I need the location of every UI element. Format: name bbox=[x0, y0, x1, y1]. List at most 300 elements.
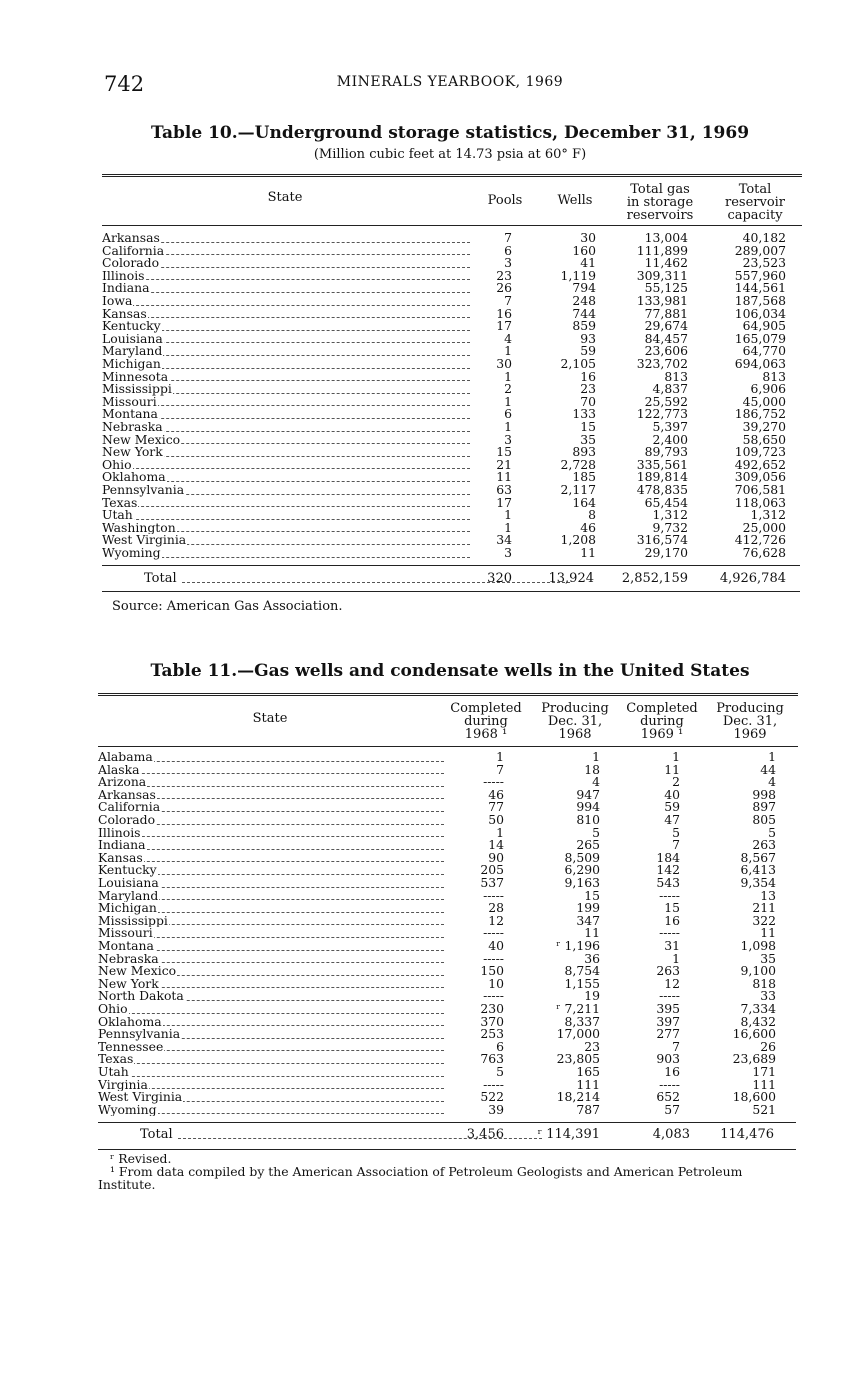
state-name-text: Indiana bbox=[98, 839, 146, 852]
cell-producing-1968: 347 bbox=[576, 912, 600, 928]
table-row bbox=[102, 446, 802, 459]
cell-gas-in-storage: 89,793 bbox=[644, 444, 688, 460]
state-name bbox=[102, 308, 148, 321]
cell-reservoir-capacity: 64,905 bbox=[742, 318, 786, 334]
state-name bbox=[98, 751, 154, 764]
cell-reservoir-capacity: 109,723 bbox=[734, 444, 786, 460]
cell-producing-1969: 11 bbox=[760, 925, 776, 941]
leader-dots bbox=[102, 848, 444, 850]
cell-pools: 4 bbox=[504, 330, 512, 346]
table-row bbox=[102, 519, 802, 535]
state-name-text: Wyoming bbox=[98, 1103, 157, 1117]
table-row bbox=[102, 330, 802, 346]
total-label: Total bbox=[140, 1127, 173, 1142]
cell-completed-1968: ----- bbox=[483, 988, 504, 1004]
cell-pools: 1 bbox=[504, 519, 512, 535]
header-line: Dec. 31, bbox=[722, 714, 778, 729]
cell-completed-1968: 150 bbox=[480, 963, 504, 979]
cell-producing-1968: 165 bbox=[576, 1064, 600, 1079]
table10-header-rule bbox=[102, 225, 802, 226]
cell-gas-in-storage: 335,561 bbox=[636, 456, 688, 472]
table-row bbox=[102, 383, 802, 396]
cell-reservoir-capacity: 40,182 bbox=[742, 230, 786, 245]
table-row bbox=[102, 471, 802, 484]
cell-producing-1969: 26 bbox=[760, 1038, 776, 1054]
leader-dots bbox=[106, 304, 470, 306]
leader-dots bbox=[106, 291, 470, 293]
table-row bbox=[98, 902, 798, 915]
header-line: reservoir bbox=[724, 195, 786, 210]
table-row bbox=[98, 887, 798, 903]
cell-producing-1968: 1 bbox=[592, 749, 600, 764]
cell-wells: 248 bbox=[572, 293, 596, 308]
cell-producing-1968: 8,754 bbox=[564, 963, 600, 979]
state-name bbox=[102, 471, 167, 484]
state-name bbox=[102, 446, 164, 459]
table10-header-state: State bbox=[267, 190, 303, 205]
cell-completed-1968: 10 bbox=[488, 975, 504, 991]
cell-completed-1969: 7 bbox=[672, 837, 680, 853]
cell-completed-1969: 16 bbox=[664, 1064, 680, 1079]
table-row bbox=[98, 801, 798, 814]
cell-producing-1969: 211 bbox=[752, 900, 776, 916]
state-name bbox=[102, 345, 163, 358]
cell-reservoir-capacity: 412,726 bbox=[734, 532, 786, 548]
cell-pools: 17 bbox=[496, 318, 512, 334]
state-name bbox=[98, 1028, 181, 1041]
table10-header-wells: Wells bbox=[557, 193, 593, 208]
cell-producing-1968: 19 bbox=[584, 988, 600, 1004]
state-name bbox=[102, 245, 165, 258]
table-row bbox=[98, 877, 798, 890]
state-name-text: Arizona bbox=[98, 776, 147, 789]
table10-header-total-gas bbox=[615, 183, 705, 222]
state-name bbox=[98, 1053, 134, 1066]
state-name-text: Colorado bbox=[98, 814, 156, 827]
header-line: during bbox=[464, 714, 508, 729]
cell-pools: 34 bbox=[496, 532, 512, 548]
state-name bbox=[98, 1079, 149, 1092]
state-name bbox=[102, 358, 162, 371]
cell-wells: 35 bbox=[580, 431, 596, 447]
state-name-text: Kentucky bbox=[102, 320, 161, 333]
cell-wells: 8 bbox=[588, 507, 596, 523]
cell-producing-1969: 9,100 bbox=[740, 963, 776, 979]
table10-subtitle: (Million cubic feet at 14.73 psia at 60° F) bbox=[313, 147, 587, 162]
state-name-text: Kansas bbox=[98, 851, 143, 865]
cell-producing-1969: 8,432 bbox=[740, 1013, 776, 1029]
cell-reservoir-capacity: 64,770 bbox=[742, 343, 786, 359]
cell-pools: 23 bbox=[496, 267, 512, 283]
cell-producing-1969: 9,354 bbox=[740, 875, 776, 890]
table10-title: Table 10.—Underground storage statistics, December 31, 1969 bbox=[150, 123, 750, 143]
table-row bbox=[98, 950, 798, 966]
state-name-text: Utah bbox=[102, 509, 133, 522]
table-row bbox=[102, 368, 802, 384]
cell-completed-1969: ----- bbox=[659, 887, 680, 903]
state-name-text: Kentucky bbox=[98, 864, 157, 877]
cell-completed-1968: ----- bbox=[483, 887, 504, 903]
table-row bbox=[98, 1013, 798, 1029]
cell-reservoir-capacity: 187,568 bbox=[734, 293, 786, 308]
cell-completed-1968: 50 bbox=[488, 812, 504, 827]
cell-completed-1969: 7 bbox=[672, 1038, 680, 1054]
state-name-text: Missouri bbox=[102, 395, 157, 409]
cell-reservoir-capacity: 144,561 bbox=[734, 280, 786, 296]
state-name-text: Ohio bbox=[102, 458, 132, 472]
leader-dots bbox=[102, 1012, 444, 1014]
cell-reservoir-capacity: 58,650 bbox=[742, 431, 786, 447]
cell-gas-in-storage: 29,674 bbox=[644, 318, 688, 334]
table11-header-producing-1968 bbox=[535, 702, 615, 741]
table-row bbox=[98, 965, 798, 978]
table10-total-row bbox=[102, 571, 802, 586]
table10-header-capacity bbox=[710, 183, 800, 222]
table11-header-completed-1969 bbox=[622, 702, 702, 741]
cell-completed-1968: 12 bbox=[488, 912, 504, 928]
cell-completed-1969: 59 bbox=[664, 799, 680, 815]
cell-producing-1968: 23 bbox=[584, 1038, 600, 1054]
cell-reservoir-capacity: 106,034 bbox=[734, 305, 786, 321]
cell-reservoir-capacity: 694,063 bbox=[734, 356, 786, 371]
state-name-text: Texas bbox=[98, 1053, 134, 1066]
cell-reservoir-capacity: 76,628 bbox=[742, 545, 786, 560]
cell-pools: 11 bbox=[496, 469, 512, 485]
cell-wells: 15 bbox=[580, 419, 596, 434]
cell-reservoir-capacity: 23,523 bbox=[742, 255, 786, 271]
table-row bbox=[102, 345, 802, 358]
cell-producing-1968: 17,000 bbox=[556, 1026, 600, 1042]
state-name-text: Montana bbox=[102, 408, 158, 421]
cell-wells: 30 bbox=[580, 230, 596, 245]
cell-completed-1968: 6 bbox=[496, 1038, 504, 1054]
state-name bbox=[102, 383, 173, 396]
state-name-text: Pennsylvania bbox=[102, 484, 185, 497]
cell-producing-1968: 787 bbox=[576, 1101, 600, 1117]
cell-wells: 23 bbox=[580, 381, 596, 397]
state-name-text: New Mexico bbox=[102, 433, 181, 447]
cell-producing-1969: 322 bbox=[752, 912, 776, 928]
cell-reservoir-capacity: 186,752 bbox=[734, 406, 786, 422]
state-name bbox=[102, 484, 185, 497]
page-number: 742 bbox=[104, 72, 145, 96]
cell-pools: 1 bbox=[504, 368, 512, 384]
leader-dots bbox=[102, 1087, 444, 1089]
cell-completed-1969: 652 bbox=[656, 1089, 680, 1105]
cell-gas-in-storage: 111,899 bbox=[636, 242, 688, 258]
cell-producing-1969: 171 bbox=[752, 1064, 776, 1079]
state-name-text: Mississippi bbox=[102, 383, 172, 396]
cell-reservoir-capacity: 492,652 bbox=[734, 456, 786, 472]
table-row bbox=[98, 1101, 798, 1117]
cell-completed-1968: 537 bbox=[480, 875, 504, 890]
state-name bbox=[98, 776, 147, 789]
state-name bbox=[102, 232, 161, 245]
table-row bbox=[98, 1003, 798, 1016]
cell-completed-1968: 763 bbox=[480, 1051, 504, 1067]
cell-producing-1968: 18 bbox=[584, 761, 600, 777]
table10-header-pools: Pools bbox=[487, 193, 523, 208]
state-name bbox=[98, 915, 169, 928]
cell-producing-1969: 4 bbox=[768, 774, 776, 790]
table-row bbox=[98, 776, 798, 789]
table-row bbox=[98, 864, 798, 877]
cell-producing-1968: 15 bbox=[584, 887, 600, 903]
table-row bbox=[98, 912, 798, 928]
cell-gas-in-storage: 84,457 bbox=[644, 330, 688, 346]
table-row bbox=[102, 547, 802, 560]
cell-reservoir-capacity: 45,000 bbox=[742, 393, 786, 409]
cell-producing-1968: 111 bbox=[576, 1076, 600, 1092]
cell-completed-1969: 47 bbox=[664, 812, 680, 827]
state-name bbox=[98, 1066, 130, 1079]
cell-pools: 30 bbox=[496, 356, 512, 371]
table-row bbox=[102, 421, 802, 434]
table-row bbox=[102, 257, 802, 270]
cell-pools: 3 bbox=[504, 545, 512, 560]
cell-completed-1969: 1 bbox=[672, 950, 680, 966]
state-name bbox=[102, 396, 158, 409]
table10-top-rule bbox=[102, 174, 802, 177]
cell-reservoir-capacity: 6,906 bbox=[750, 381, 786, 397]
state-name-text: Oklahoma bbox=[102, 471, 166, 484]
state-name bbox=[98, 1091, 183, 1104]
cell-completed-1969: 395 bbox=[656, 1001, 680, 1016]
table11-total-row bbox=[98, 1127, 798, 1142]
cell-gas-in-storage: 1,312 bbox=[652, 507, 688, 523]
cell-producing-1968: 23,805 bbox=[556, 1051, 600, 1067]
cell-producing-1969: 1,098 bbox=[740, 938, 776, 953]
total-pools: 320 bbox=[487, 571, 512, 586]
state-name bbox=[98, 1041, 164, 1054]
header-line: in storage bbox=[626, 195, 694, 210]
total-capacity: 4,926,784 bbox=[719, 571, 786, 586]
state-name bbox=[102, 434, 181, 447]
cell-gas-in-storage: 55,125 bbox=[644, 280, 688, 296]
cell-wells: 16 bbox=[580, 368, 596, 384]
table-row bbox=[102, 534, 802, 547]
cell-reservoir-capacity: 309,056 bbox=[734, 469, 786, 485]
leader-dots bbox=[106, 278, 470, 280]
state-name bbox=[102, 333, 164, 346]
state-name-text: Illinois bbox=[98, 826, 141, 840]
table-row bbox=[98, 849, 798, 865]
state-name-text: New York bbox=[98, 977, 159, 991]
table10-body bbox=[102, 232, 802, 562]
cell-wells: 2,105 bbox=[560, 356, 596, 371]
cell-gas-in-storage: 23,606 bbox=[644, 343, 688, 359]
header-line: Completed bbox=[626, 701, 698, 716]
state-name bbox=[98, 1003, 129, 1016]
cell-pools: 16 bbox=[496, 305, 512, 321]
cell-pools: 1 bbox=[504, 419, 512, 434]
cell-gas-in-storage: 5,397 bbox=[652, 419, 688, 434]
cell-reservoir-capacity: 706,581 bbox=[734, 482, 786, 497]
cell-completed-1968: 370 bbox=[480, 1013, 504, 1029]
cell-completed-1969: 31 bbox=[664, 938, 680, 953]
cell-producing-1968: 18,214 bbox=[556, 1089, 600, 1105]
cell-pools: 1 bbox=[504, 507, 512, 523]
cell-completed-1969: 277 bbox=[656, 1026, 680, 1042]
cell-wells: 2,117 bbox=[560, 482, 596, 497]
table-row bbox=[102, 295, 802, 308]
table-row bbox=[98, 786, 798, 802]
cell-producing-1969: 13 bbox=[760, 887, 776, 903]
header-line: Producing bbox=[716, 701, 784, 716]
header-line: 1968 ¹ bbox=[464, 727, 508, 742]
table-row bbox=[98, 990, 798, 1003]
state-name bbox=[102, 421, 164, 434]
cell-reservoir-capacity: 289,007 bbox=[734, 242, 786, 258]
cell-wells: 744 bbox=[572, 305, 596, 321]
table-row bbox=[98, 814, 798, 827]
cell-reservoir-capacity: 39,270 bbox=[742, 419, 786, 434]
header-line: during bbox=[640, 714, 684, 729]
state-name bbox=[102, 522, 177, 535]
cell-completed-1968: ----- bbox=[483, 925, 504, 941]
table-row bbox=[98, 1066, 798, 1079]
cell-reservoir-capacity: 118,063 bbox=[734, 494, 786, 510]
state-name-text: Pennsylvania bbox=[98, 1028, 181, 1041]
table11-title: Table 11.—Gas wells and condensate wells in the United States bbox=[150, 661, 750, 681]
cell-completed-1969: 5 bbox=[672, 824, 680, 840]
cell-completed-1969: 40 bbox=[664, 786, 680, 802]
state-name-text: Oklahoma bbox=[98, 1015, 162, 1029]
state-name-text: Michigan bbox=[98, 902, 157, 915]
cell-producing-1968: 947 bbox=[576, 786, 600, 802]
table11-body bbox=[98, 751, 798, 1121]
cell-producing-1968: 994 bbox=[576, 799, 600, 815]
state-name bbox=[98, 940, 155, 953]
state-name bbox=[102, 257, 160, 270]
cell-completed-1968: 40 bbox=[488, 938, 504, 953]
cell-wells: 893 bbox=[572, 444, 596, 460]
cell-completed-1969: 2 bbox=[672, 774, 680, 790]
table-row bbox=[102, 484, 802, 497]
cell-reservoir-capacity: 165,079 bbox=[734, 330, 786, 346]
header-line: Producing bbox=[541, 701, 609, 716]
table-row bbox=[102, 320, 802, 333]
cell-wells: 11 bbox=[580, 545, 596, 560]
state-name bbox=[98, 890, 159, 903]
state-name-text: New York bbox=[102, 446, 163, 459]
state-name bbox=[102, 320, 162, 333]
table11-total-rule bbox=[98, 1122, 796, 1123]
cell-completed-1969: 263 bbox=[656, 963, 680, 979]
cell-pools: 17 bbox=[496, 494, 512, 510]
cell-producing-1968: 8,509 bbox=[564, 849, 600, 865]
state-name bbox=[98, 814, 156, 827]
cell-pools: 1 bbox=[504, 343, 512, 359]
state-name-text: Arkansas bbox=[98, 788, 156, 802]
table10-total-rule bbox=[102, 565, 800, 566]
cell-completed-1968: 5 bbox=[496, 1064, 504, 1079]
state-name-text: Missouri bbox=[98, 927, 153, 940]
state-name bbox=[98, 764, 141, 777]
cell-completed-1969: ----- bbox=[659, 1076, 680, 1092]
state-name-text: Nebraska bbox=[98, 952, 159, 966]
state-name bbox=[102, 282, 151, 295]
cell-producing-1969: 1 bbox=[768, 749, 776, 764]
state-name bbox=[98, 827, 142, 840]
cell-pools: 6 bbox=[504, 242, 512, 258]
cell-producing-1969: 8,567 bbox=[740, 849, 776, 865]
state-name-text: Louisiana bbox=[102, 332, 163, 346]
state-name-text: Ohio bbox=[98, 1003, 128, 1016]
cell-wells: 133 bbox=[572, 406, 596, 422]
cell-gas-in-storage: 4,837 bbox=[652, 381, 688, 397]
cell-completed-1969: 57 bbox=[664, 1101, 680, 1117]
cell-producing-1968: 1,155 bbox=[564, 975, 600, 991]
cell-producing-1968: 199 bbox=[576, 900, 600, 916]
header-line: 1969 bbox=[733, 727, 767, 742]
cell-producing-1969: 998 bbox=[752, 786, 776, 802]
state-name-text: West Virginia bbox=[102, 534, 187, 547]
cell-gas-in-storage: 11,462 bbox=[644, 255, 688, 271]
leader-dots bbox=[102, 785, 444, 787]
cell-completed-1968: 1 bbox=[496, 749, 504, 764]
cell-producing-1969: 16,600 bbox=[732, 1026, 776, 1042]
cell-pools: 6 bbox=[504, 406, 512, 422]
state-name bbox=[98, 978, 160, 991]
cell-completed-1968: ----- bbox=[483, 774, 504, 790]
total-completed-1968: 3,456 bbox=[466, 1127, 504, 1142]
cell-producing-1968: 36 bbox=[584, 950, 600, 966]
state-name-text: California bbox=[102, 244, 165, 258]
leader-dots bbox=[102, 1062, 444, 1064]
state-name bbox=[102, 534, 187, 547]
state-name-text: California bbox=[98, 801, 161, 814]
state-name-text: Nebraska bbox=[102, 421, 163, 434]
cell-producing-1969: 35 bbox=[760, 950, 776, 966]
cell-wells: 93 bbox=[580, 330, 596, 346]
state-name bbox=[98, 839, 147, 852]
cell-producing-1968: 265 bbox=[576, 837, 600, 853]
table11-header-completed-1968 bbox=[446, 702, 526, 741]
cell-wells: 41 bbox=[580, 255, 596, 271]
cell-pools: 3 bbox=[504, 255, 512, 271]
state-name-text: Louisiana bbox=[98, 877, 159, 890]
leader-dots bbox=[106, 518, 470, 520]
table-row bbox=[102, 267, 802, 283]
cell-completed-1969: 903 bbox=[656, 1051, 680, 1067]
header-line: Total gas bbox=[630, 182, 690, 197]
state-name-text: New Mexico bbox=[98, 965, 177, 978]
cell-reservoir-capacity: 557,960 bbox=[734, 267, 786, 283]
table-row bbox=[102, 408, 802, 421]
table-row bbox=[98, 940, 798, 953]
state-name bbox=[98, 965, 177, 978]
cell-completed-1968: 14 bbox=[488, 837, 504, 853]
state-name-text: Alabama bbox=[98, 751, 153, 764]
state-name bbox=[102, 509, 134, 522]
total-label: Total bbox=[144, 571, 177, 586]
cell-completed-1968: 28 bbox=[488, 900, 504, 916]
cell-completed-1968: 253 bbox=[480, 1026, 504, 1042]
cell-completed-1968: 39 bbox=[488, 1101, 504, 1117]
leader-dots bbox=[102, 1075, 444, 1077]
state-name bbox=[98, 1016, 163, 1029]
state-name-text: Wyoming bbox=[102, 547, 161, 560]
cell-pools: 7 bbox=[504, 230, 512, 245]
state-name-text: Maryland bbox=[102, 345, 163, 358]
state-name bbox=[98, 927, 154, 940]
cell-producing-1969: 7,334 bbox=[740, 1001, 776, 1016]
state-name-text: Texas bbox=[102, 496, 138, 510]
table11-header-producing-1969 bbox=[710, 702, 790, 741]
state-name-text: Indiana bbox=[102, 282, 150, 295]
cell-completed-1969: 184 bbox=[656, 849, 680, 865]
